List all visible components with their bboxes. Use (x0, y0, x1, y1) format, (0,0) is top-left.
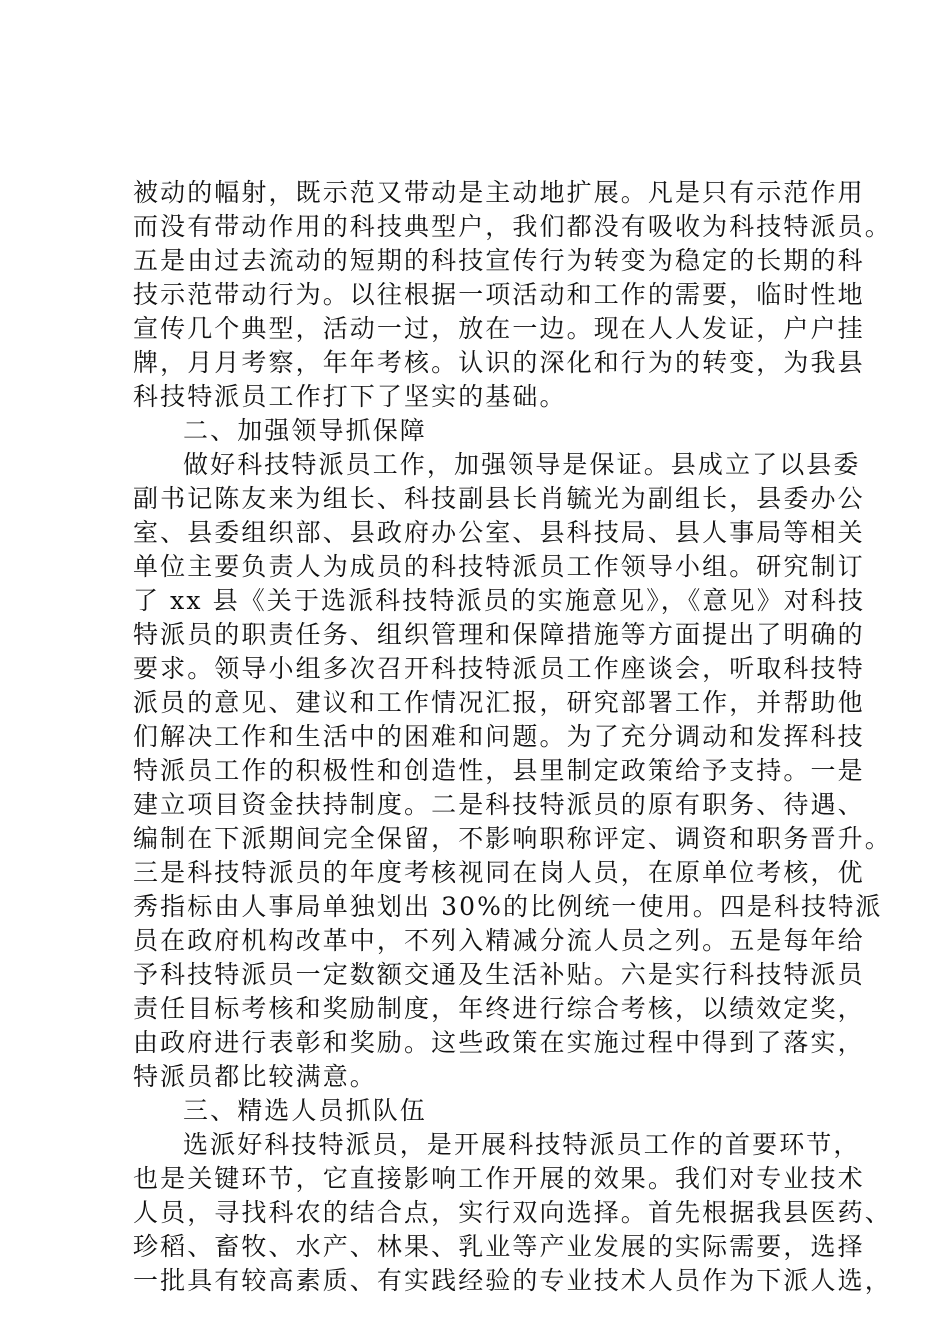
body-text-line: 单位主要负责人为成员的科技特派员工作领导小组。研究制订 (133, 552, 865, 581)
body-text-line: 宣传几个典型，活动一过，放在一边。现在人人发证，户户挂 (133, 314, 865, 343)
body-text-line: 人员，寻找科农的结合点，实行双向选择。首先根据我县医药、 (133, 1198, 892, 1227)
body-text-line: 们解决工作和生活中的困难和问题。为了充分调动和发挥科技 (133, 722, 865, 751)
body-text-line: 派员的意见、建议和工作情况汇报，研究部署工作，并帮助他 (133, 688, 865, 717)
body-text-line: 员在政府机构改革中，不列入精减分流人员之列。五是每年给 (133, 926, 865, 955)
body-text-line: 由政府进行表彰和奖励。这些政策在实施过程中得到了落实， (133, 1028, 865, 1057)
section-heading: 二、加强领导抓保障 (183, 416, 427, 445)
body-text-line: 珍稻、畜牧、水产、林果、乳业等产业发展的实际需要，选择 (133, 1232, 865, 1261)
body-text-line: 五是由过去流动的短期的科技宣传行为转变为稳定的长期的科 (133, 246, 865, 275)
section-heading: 三、精选人员抓队伍 (183, 1096, 427, 1125)
body-text-line: 也是关键环节，它直接影响工作开展的效果。我们对专业技术 (133, 1164, 865, 1193)
body-text-line: 牌，月月考察，年年考核。认识的深化和行为的转变，为我县 (133, 348, 865, 377)
body-text-line: 技示范带动行为。以往根据一项活动和工作的需要，临时性地 (133, 280, 865, 309)
body-text-line: 编制在下派期间完全保留，不影响职称评定、调资和职务晋升。 (133, 824, 892, 853)
body-text-line: 予科技特派员一定数额交通及生活补贴。六是实行科技特派员 (133, 960, 865, 989)
body-text-line: 做好科技特派员工作，加强领导是保证。县成立了以县委 (183, 450, 861, 479)
body-text-line: 室、县委组织部、县政府办公室、县科技局、县人事局等相关 (133, 518, 865, 547)
body-text-line: 建立项目资金扶持制度。二是科技特派员的原有职务、待遇、 (133, 790, 865, 819)
body-text-line: 选派好科技特派员，是开展科技特派员工作的首要环节， (183, 1130, 861, 1159)
body-text-line: 一批具有较高素质、有实践经验的专业技术人员作为下派人选， (133, 1266, 892, 1295)
body-text-line: 特派员的职责任务、组织管理和保障措施等方面提出了明确的 (133, 620, 865, 649)
body-text-line: 而没有带动作用的科技典型户，我们都没有吸收为科技特派员。 (133, 212, 892, 241)
body-text-line: 三是科技特派员的年度考核视同在岗人员，在原单位考核，优 (133, 858, 865, 887)
body-text-line: 被动的幅射，既示范又带动是主动地扩展。凡是只有示范作用 (133, 178, 865, 207)
body-text-line: 特派员都比较满意。 (133, 1062, 377, 1091)
body-text-line: 了 xx 县《关于选派科技特派员的实施意见》，《意见》对科技 (133, 586, 866, 615)
body-text-line: 副书记陈友来为组长、科技副县长肖毓光为副组长，县委办公 (133, 484, 865, 513)
body-text-line: 责任目标考核和奖励制度，年终进行综合考核，以绩效定奖， (133, 994, 865, 1023)
body-text-line: 特派员工作的积极性和创造性，县里制定政策给予支持。一是 (133, 756, 865, 785)
body-text-line: 科技特派员工作打下了坚实的基础。 (133, 382, 567, 411)
body-text-line: 要求。领导小组多次召开科技特派员工作座谈会，听取科技特 (133, 654, 865, 683)
body-text-line: 秀指标由人事局单独划出 30%的比例统一使用。四是科技特派 (133, 892, 883, 921)
